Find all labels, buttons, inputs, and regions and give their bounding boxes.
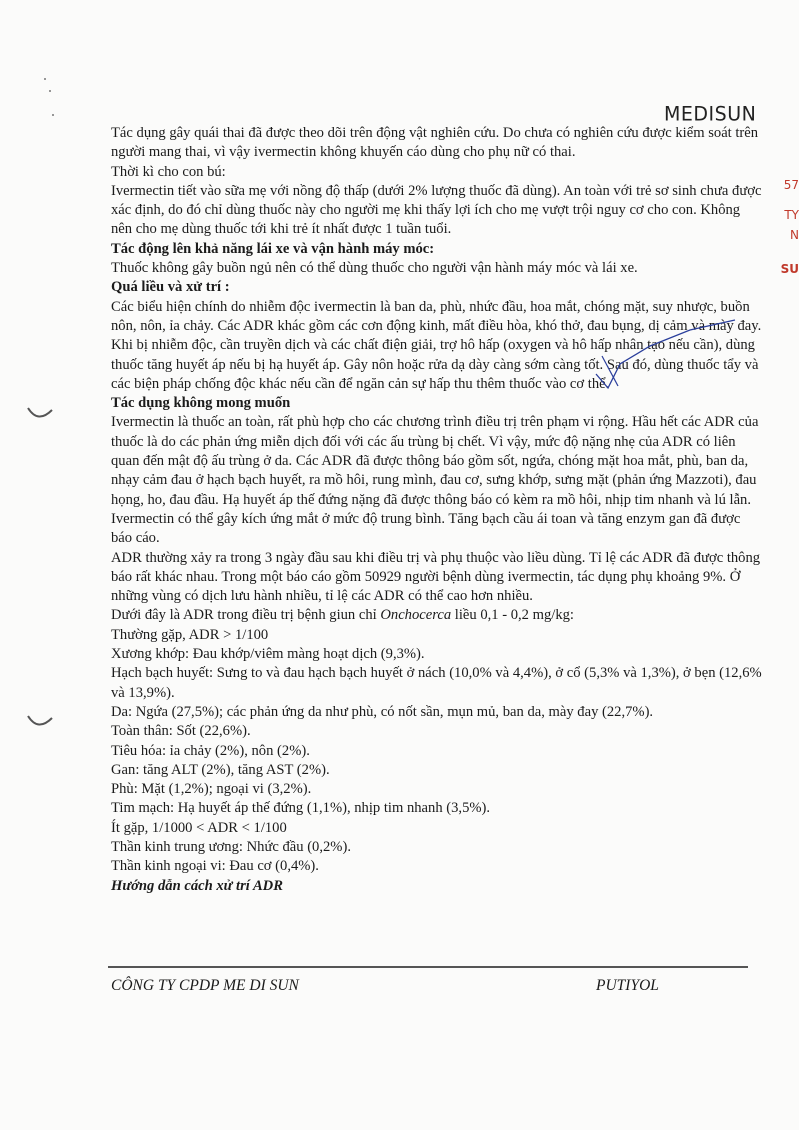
- list-item: Thường gặp, ADR > 1/100: [111, 626, 269, 643]
- pen-annotation: [590, 316, 740, 396]
- list-item: Tim mạch: Hạ huyết áp thế đứng (1,1%), nhịp tim nhanh (3,5%).: [111, 800, 491, 817]
- scan-speck: [52, 114, 54, 116]
- section-heading: Tác dụng không mong muốn: [111, 395, 291, 412]
- paragraph: Tác dụng gây quái thai đã được theo dõi trên động vật nghiên cứu. Do chưa có nghiên cứu được kiểm soát trên người mang thai, vì vậy ivermectin không khuyến cáo dùng cho phụ nữ có thai.: [111, 125, 759, 161]
- punch-hole-mark: [26, 404, 54, 426]
- scan-speck: [49, 90, 51, 92]
- section-heading: Hướng dẫn cách xử trí ADR: [111, 877, 283, 894]
- scan-speck: [44, 78, 46, 80]
- paragraph: Ivermectin tiết vào sữa mẹ với nồng độ thấp (dưới 2% lượng thuốc đã dùng). An toàn với trẻ sơ sinh chưa được xác định, do đó chỉ dùng thuốc này cho người mẹ khi thấy lợi ích cho mẹ vượt trội nguy cơ cho con. Không nên cho mẹ dùng thuốc tới khi trẻ ít nhất được 1 tuần tuổi.: [111, 182, 762, 238]
- list-item: Ít gặp, 1/1000 < ADR < 1/100: [111, 819, 287, 836]
- section-heading: Quá liều và xử trí :: [111, 279, 230, 296]
- paragraph: ADR thường xảy ra trong 3 ngày đầu sau khi điều trị và phụ thuộc vào liều dùng. Tỉ lệ các ADR đã được thông báo rất khác nhau. Trong một báo cáo gồm 50929 người bệnh dùng ivermectin, tác dụng phụ khoảng 9%. Ở những vùng có dịch lưu hành nhiều, tỉ lệ các ADR có thể cao hơn nhiều.: [111, 549, 761, 605]
- text-run: Dưới đây là ADR trong điều trị bệnh giun chỉ: [111, 607, 381, 624]
- paragraph: Thời kì cho con bú:: [111, 163, 226, 180]
- list-item: Xương khớp: Đau khớp/viêm màng hoạt dịch (9,3%).: [111, 646, 425, 663]
- paragraph: Thuốc không gây buồn ngủ nên có thể dùng thuốc cho người vận hành máy móc và lái xe.: [111, 260, 638, 277]
- list-item: Hạch bạch huyết: Sưng to và đau hạch bạch huyết ở nách (10,0% và 4,4%), ở cổ (5,3% và 1,3%), ở bẹn (12,6% và 13,9%).: [111, 665, 762, 701]
- paragraph: Ivermectin có thể gây kích ứng mắt ở mức độ trung bình. Tăng bạch cầu ái toan và tăng enzym gan đã được báo cáo.: [111, 510, 741, 547]
- list-item: Thần kinh trung ương: Nhức đầu (0,2%).: [111, 838, 351, 855]
- company-logo: MEDISUN: [664, 102, 757, 126]
- list-item: Tiêu hóa: ỉa chảy (2%), nôn (2%).: [111, 742, 310, 759]
- list-item: Thần kinh ngoại vi: Đau cơ (0,4%).: [111, 858, 319, 875]
- text-run: liều 0,1 - 0,2 mg/kg:: [451, 607, 574, 624]
- list-item: Da: Ngứa (27,5%); các phản ứng da như phù, có nốt sần, mụn mủ, ban da, mày đay (22,7%).: [111, 703, 654, 720]
- paragraph: Các biểu hiện chính do nhiễm độc ivermectin là ban da, phù, nhức đầu, hoa mắt, chóng mặt, suy nhược, buồn nôn, nôn, ỉa chảy. Các ADR khác gồm các cơn động kinh, mất điều hòa, khó thở, đau bụng, dị cảm và mày đay.: [111, 298, 762, 334]
- footer-divider: [108, 966, 748, 968]
- punch-hole-mark: [26, 712, 54, 734]
- paragraph: Khi bị nhiễm độc, cần truyền dịch và các chất điện giải, trợ hô hấp (oxygen và hô hấp nhân tạo nếu cần), dùng thuốc tăng huyết áp nếu bị hạ huyết áp. Gây nôn hoặc rửa dạ dày càng sớm càng tốt. Sau đó, dùng thuốc tẩy và các biện pháp chống độc khác nếu cần để ngăn cản sự hấp thu thêm thuốc vào cơ thể.: [111, 337, 759, 392]
- stamp-fragment: TY: [784, 208, 799, 222]
- list-item: Toàn thân: Sốt (22,6%).: [111, 723, 251, 740]
- footer-product: PUTIYOL: [596, 977, 659, 994]
- paragraph: Ivermectin là thuốc an toàn, rất phù hợp cho các chương trình điều trị trên phạm vi rộng. Hầu hết các ADR của thuốc là do các phản ứng miễn dịch đối với các ấu trùng bị chết. Vì vậy, mức độ nặng nhẹ của ADR có liên quan đến mật độ ấu trùng ở da. Các ADR đã được thông báo gồm sốt, ngứa, chóng mặt hoa mắt, phù, ban da, nhạy cảm đau ở hạch bạch huyết, ra mồ hôi, rung mình, đau cơ, sưng khớp, sưng mặt (phản ứng Mazzoti), đau họng, ho, đau đầu. Hạ huyết áp thế đứng nặng đã được thông báo có kèm ra mồ hôi, nhịp tim nhanh và lú lẫn.: [111, 414, 759, 508]
- paragraph: [111, 606, 763, 625]
- stamp-fragment: N: [790, 228, 799, 242]
- stamp-fragment: SU: [780, 262, 799, 276]
- footer-company: CÔNG TY CPDP ME DI SUN: [111, 977, 299, 994]
- section-heading: Tác động lên khả năng lái xe và vận hành máy móc:: [111, 240, 435, 257]
- list-item: Phù: Mặt (1,2%); ngoại vi (3,2%).: [111, 781, 312, 798]
- document-body: [111, 124, 763, 896]
- stamp-fragment: 57: [783, 178, 799, 192]
- species-name: Onchocerca: [380, 607, 452, 624]
- list-item: Gan: tăng ALT (2%), tăng AST (2%).: [111, 761, 330, 778]
